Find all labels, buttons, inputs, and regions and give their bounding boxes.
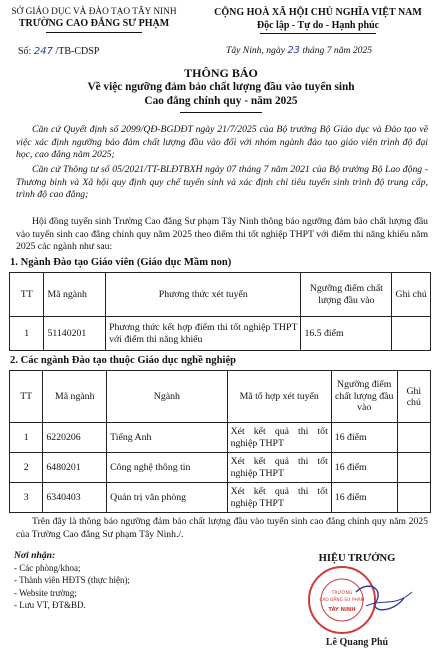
title-underline — [180, 112, 262, 113]
table-row — [10, 423, 431, 453]
closing-paragraph: Trên đây là thông báo ngưỡng đảm bảo chất lượng đầu vào tuyển sinh cao đẳng chính quy năm 2025 của Trường Cao đẳng Sư phạm Tây Ninh./. — [16, 516, 428, 540]
cell-threshold: 16 điểm — [331, 453, 397, 483]
date-prefix: Tây Ninh, ngày — [226, 45, 285, 56]
cell-note — [397, 423, 430, 453]
cell-threshold: 16 điểm — [331, 483, 397, 513]
title-main: THÔNG BÁO — [184, 66, 258, 80]
cell-combination: Xét kết quả thi tốt nghiệp THPT — [227, 453, 331, 483]
signature-scrawl-2 — [366, 592, 412, 606]
announcement-paragraph: Hội đồng tuyển sinh Trường Cao đẳng Sư phạm Tây Ninh thông báo ngưỡng đảm bảo chất lượng đầu vào tuyển sinh cao đẳng chính quy năm 2025 theo điểm thi tốt nghiệp THPT với điểm thi năng khiếu năm 2025 các ngành như sau: — [16, 216, 428, 253]
header-left — [4, 6, 184, 30]
table-row — [10, 453, 431, 483]
stamp-text-3: TÂY NINH — [328, 607, 356, 613]
header-right — [196, 6, 440, 32]
cell-note — [397, 453, 430, 483]
col-code: Mã ngành — [43, 371, 107, 423]
stamp-text-2: CAO ĐẲNG SƯ PHẠM — [319, 598, 365, 603]
recipient-item: - Website trường; — [14, 587, 77, 598]
section-1-heading: 1. Ngành Đào tạo Giáo viên (Giáo dục Mầm non) — [10, 257, 232, 268]
official-stamp — [296, 562, 426, 642]
stamp-text-1: TRƯỜNG — [331, 591, 353, 596]
cell-code: 6340403 — [43, 483, 107, 513]
school-name: TRƯỜNG CAO ĐẲNG SƯ PHẠM — [18, 18, 170, 29]
cell-tt: 3 — [10, 483, 43, 513]
date-day-handwritten: 23 — [287, 45, 301, 56]
header-left-underline — [46, 32, 142, 33]
date-suffix: tháng 7 năm 2025 — [302, 45, 373, 56]
table-row — [10, 483, 431, 513]
recipients-block — [14, 550, 130, 611]
cell-major: Công nghệ thông tin — [107, 453, 227, 483]
cell-note — [397, 483, 430, 513]
table-row — [10, 317, 431, 351]
cell-combination: Xét kết quả thi tốt nghiệp THPT — [227, 483, 331, 513]
notice-title — [0, 66, 442, 108]
signer-name: Lê Quang Phú — [325, 637, 389, 648]
doc-number-handwritten: 247 — [33, 46, 53, 57]
col-threshold: Ngưỡng điểm chất lượng đầu vào — [331, 371, 397, 423]
col-threshold: Ngưỡng điểm chất lượng đầu vào — [301, 273, 392, 317]
motto: Độc lập - Tự do - Hạnh phúc — [256, 20, 380, 31]
recipients-label: Nơi nhận: — [14, 550, 56, 561]
cell-code: 51140201 — [44, 317, 106, 351]
col-method: Phương thức xét tuyển — [106, 273, 301, 317]
cell-major: Quản trị văn phòng — [107, 483, 227, 513]
col-note: Ghi chú — [397, 371, 430, 423]
cell-threshold: 16 điểm — [331, 423, 397, 453]
cell-combination: Xét kết quả thi tốt nghiệp THPT — [227, 423, 331, 453]
col-tt: TT — [10, 371, 43, 423]
title-sub-2: Cao đẳng chính quy - năm 2025 — [144, 95, 298, 107]
col-major: Ngành — [107, 371, 227, 423]
col-tt: TT — [10, 273, 44, 317]
title-sub-1: Về việc ngưỡng đảm bảo chất lượng đầu vào tuyển sinh — [87, 81, 355, 93]
cell-code: 6220206 — [43, 423, 107, 453]
cell-method: Phương thức kết hợp điểm thi tốt nghiệp THPT với điểm thi năng khiếu — [106, 317, 301, 351]
recipient-item: - Lưu VT, ĐT&BD. — [14, 599, 86, 610]
doc-number-prefix: Số: — [18, 46, 32, 57]
cell-note — [392, 317, 431, 351]
basis-paragraph-1: Căn cứ Quyết định số 2099/QĐ-BGDĐT ngày 21/7/2025 của Bộ trưởng Bộ Giáo dục và Đào tạo về việc xác định ngưỡng bảo đảm chất lượng đầu vào đối với nhóm ngành đào tạo giáo viên trình độ đại học, cao đẳng năm 2025; — [16, 124, 428, 161]
recipient-item: - Các phòng/khoa; — [14, 563, 81, 574]
col-note: Ghi chú — [392, 273, 431, 317]
table-header-row — [10, 371, 431, 423]
document-number — [18, 46, 99, 57]
department-name: SỞ GIÁO DỤC VÀ ĐÀO TẠO TÂY NINH — [11, 7, 177, 17]
signer-title: HIỆU TRƯỞNG — [318, 553, 396, 564]
cell-tt: 2 — [10, 453, 43, 483]
document-date — [226, 45, 372, 56]
col-combination: Mã tổ hợp xét tuyển — [227, 371, 331, 423]
cell-tt: 1 — [10, 317, 44, 351]
basis-paragraph-2: Căn cứ Thông tư số 05/2021/TT-BLĐTBXH ngày 07 tháng 7 năm 2021 của Bộ trưởng Bộ Lao động - Thương binh và Xã hội quy định quy chế tuyển sinh và xác định chỉ tiêu tuyển sinh trình độ trung cấp, trình độ cao đẳng; — [16, 164, 428, 201]
recipient-item: - Thành viên HĐTS (thực hiện); — [14, 575, 130, 586]
cell-threshold: 16.5 điểm — [301, 317, 392, 351]
table-teacher-training — [9, 272, 431, 351]
country-name: CỘNG HOÀ XÃ HỘI CHỦ NGHĨA VIỆT NAM — [214, 7, 422, 18]
col-code: Mã ngành — [44, 273, 106, 317]
cell-major: Tiếng Anh — [107, 423, 227, 453]
cell-code: 6480201 — [43, 453, 107, 483]
section-2-heading: 2. Các ngành Đào tạo thuộc Giáo dục nghề nghiệp — [10, 355, 237, 366]
header-right-underline — [260, 33, 376, 34]
table-header-row — [10, 273, 431, 317]
doc-number-suffix: /TB-CDSP — [55, 46, 100, 57]
cell-tt: 1 — [10, 423, 43, 453]
table-vocational-training — [9, 370, 431, 513]
